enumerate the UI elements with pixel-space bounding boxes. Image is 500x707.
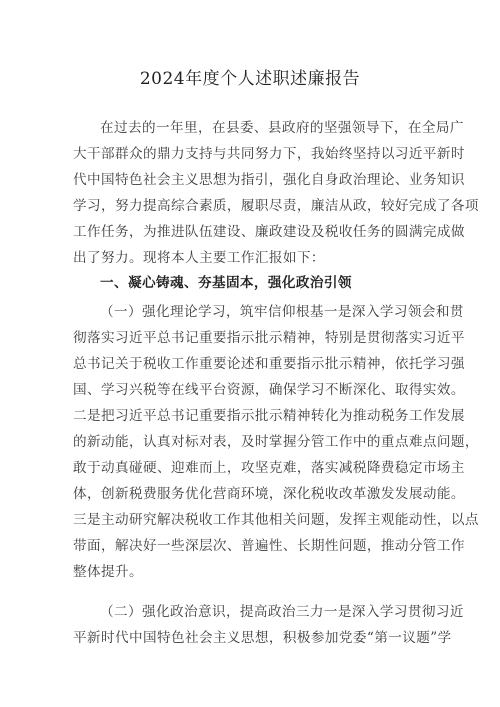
paragraph-line: 整体提升。: [73, 564, 143, 580]
paragraph-line: 在过去的一年里，在县委、县政府的坚强领导下，在全局广: [100, 120, 464, 136]
paragraph-line: 二是把习近平总书记重要指示批示精神转化为推动税务工作发展: [73, 408, 465, 424]
paragraph-line: （一）强化理论学习，筑牢信仰根基一是深入学习领会和贯: [100, 304, 464, 320]
paragraph-line: 出了努力。现将本人主要工作汇报如下：: [73, 250, 325, 266]
paragraph-line: 大干部群众的鼎力支持与共同努力下，我始终坚持以习近平新时: [73, 146, 465, 162]
document-title: 2024年度个人述职述廉报告: [139, 69, 361, 89]
paragraph-line: 平新时代中国特色社会主义思想，积极参加党委“第一议题”学: [73, 630, 452, 646]
paragraph-line: 带面，解决好一些深层次、普遍性、长期性问题，推动分管工作: [73, 538, 465, 554]
paragraph-line: 工作任务，为推进队伍建设、廉政建设及税收任务的圆满完成做: [73, 224, 465, 240]
paragraph-line: 的新动能，认真对标对表，及时掌握分管工作中的重点难点问题，: [73, 434, 479, 450]
paragraph-line: 学习，努力提高综合素质，履职尽责，廉洁从政，较好完成了各项: [73, 198, 479, 214]
paragraph-line: 总书记关于税收工作重要论述和重要指示批示精神，依托学习强: [73, 356, 465, 372]
paragraph-line: 体，创新税费服务优化营商环境，深化税收改革激发发展动能。: [73, 486, 465, 502]
section-heading: 一、凝心铸魂、夯基固本，强化政治引领: [100, 275, 352, 291]
paragraph-line: 敢于动真碰硬、迎难而上，攻坚克难，落实减税降费稳定市场主: [73, 460, 465, 476]
paragraph-line: （二）强化政治意识，提高政治三力一是深入学习贯彻习近: [100, 604, 464, 620]
paragraph-line: 三是主动研究解决税收工作其他相关问题，发挥主观能动性，以点: [73, 512, 479, 528]
paragraph-line: 彻落实习近平总书记重要指示批示精神，特别是贯彻落实习近平: [73, 330, 465, 346]
paragraph-line: 代中国特色社会主义思想为指引，强化自身政治理论、业务知识: [73, 172, 465, 188]
paragraph-line: 国、学习兴税等在线平台资源，确保学习不断深化、取得实效。: [73, 382, 465, 398]
